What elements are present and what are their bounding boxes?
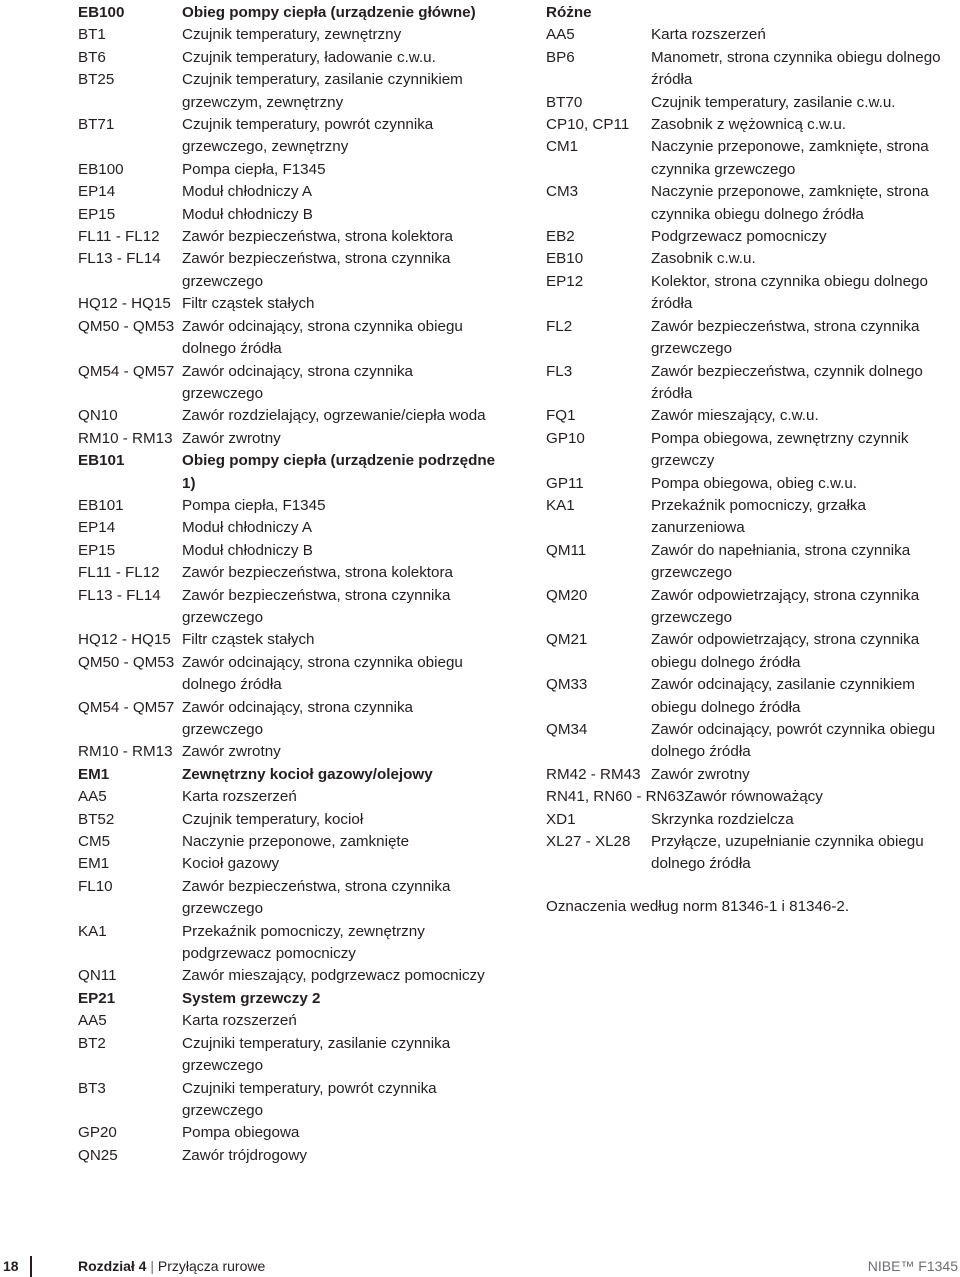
entry-description: Moduł chłodniczy B: [182, 541, 313, 559]
entry-description: Moduł chłodniczy B: [182, 205, 313, 223]
entry-code: EM1: [78, 855, 110, 873]
legend-entry: [78, 741, 498, 763]
entry-description: Zasobnik z wężownicą c.w.u.: [651, 116, 846, 134]
legend-entry: [78, 786, 498, 808]
legend-entry: [78, 159, 498, 181]
entry-description: Przekaźnik pomocniczy, grzałka zanurzeniowa: [651, 496, 866, 537]
entry-code: QN10: [78, 407, 118, 425]
legend-entry: [546, 361, 960, 406]
entry-code: BT1: [78, 26, 106, 44]
entry-code: EP14: [78, 519, 116, 537]
entry-description: Zawór odcinający, strona czynnika obiegu dolnego źródła: [182, 317, 463, 358]
legend-entry: [546, 786, 960, 808]
entry-description: Zawór odcinający, strona czynnika grzewczego: [182, 698, 414, 738]
entry-description: Manometr, strona czynnika obiegu dolnego źródła: [651, 48, 941, 89]
entry-description: Zasobnik c.w.u.: [651, 250, 756, 268]
legend-entry: [546, 831, 960, 876]
entry-code: FL3: [546, 362, 573, 380]
entry-description: Kolektor, strona czynnika obiegu dolnego źródła: [651, 272, 928, 313]
legend-entry: [78, 181, 498, 203]
entry-description: Zawór bezpieczeństwa, czynnik dolnego źródła: [651, 362, 923, 402]
legend-entry: [78, 428, 498, 450]
entry-code: BT3: [78, 1079, 106, 1097]
entry-description: Zawór bezpieczeństwa, strona czynnika grzewczego: [182, 586, 451, 626]
entry-description: Zawór odcinający, strona czynnika grzewczego: [182, 362, 414, 402]
entry-description: Czujnik temperatury, ładowanie c.w.u.: [182, 48, 436, 66]
legend-entry: [78, 405, 498, 427]
legend-entry: [546, 24, 960, 46]
legend-entry: [546, 92, 960, 114]
entry-description: Czujniki temperatury, powrót czynnika grzewczego: [182, 1079, 437, 1119]
legend-entry: [78, 652, 498, 697]
entry-description: Pompa obiegowa, obieg c.w.u.: [651, 474, 858, 492]
entry-code: QM54 - QM57: [78, 698, 175, 716]
right-column: [546, 2, 960, 918]
left-column: [78, 2, 498, 1167]
page-number-divider: [30, 1256, 32, 1277]
entry-code: BT6: [78, 48, 106, 66]
entry-description: Zawór odcinający, zasilanie czynnikiem obiegu dolnego źródła: [651, 676, 915, 716]
entry-code: BT71: [78, 116, 115, 134]
legend-entry: [546, 674, 960, 719]
entry-description: Pompa obiegowa, zewnętrzny czynnik grzewczy: [651, 429, 909, 470]
entry-code: FL13 - FL14: [78, 250, 161, 268]
entry-code: EB2: [546, 228, 575, 246]
legend-entry: [546, 473, 960, 495]
entry-code: XD1: [546, 810, 576, 828]
entry-description: Zawór bezpieczeństwa, strona kolektora: [182, 228, 453, 246]
footer-brand-name: NIBE™ F1345: [867, 1258, 958, 1274]
entry-code: BT25: [78, 71, 115, 89]
entry-description: Skrzynka rozdzielcza: [651, 810, 794, 828]
legend-entry: [546, 136, 960, 181]
entry-description: Przekaźnik pomocniczy, zewnętrzny podgrzewacz pomocniczy: [182, 922, 425, 963]
entry-description: Czujnik temperatury, zasilanie c.w.u.: [651, 93, 896, 111]
entry-code: KA1: [78, 922, 107, 940]
entry-code: EB10: [546, 250, 584, 268]
entry-description: Zawór odcinający, strona czynnika obiegu dolnego źródła: [182, 653, 463, 694]
entry-code: RM42 - RM43: [546, 765, 641, 783]
entry-description: Zawór zwrotny: [182, 429, 281, 447]
entry-description: Zawór odcinający, powrót czynnika obiegu dolnego źródła: [651, 721, 936, 761]
entry-code: EP14: [78, 183, 116, 201]
entry-code: QM54 - QM57: [78, 362, 175, 380]
entry-description: Czujniki temperatury, zasilanie czynnika grzewczego: [182, 1034, 451, 1075]
entry-description: Zawór do napełniania, strona czynnika grzewczego: [651, 541, 911, 582]
entry-description: Obieg pompy ciepła (urządzenie główne): [182, 4, 476, 21]
legend-entry: [78, 69, 498, 114]
legend-entry: [78, 921, 498, 966]
entry-code: QM20: [546, 586, 588, 604]
entry-code: RN41, RN60 - RN63: [546, 788, 685, 806]
legend-entry: [546, 271, 960, 316]
section-heading: [78, 988, 498, 1010]
legend-entry: [78, 517, 498, 539]
entry-code: EB101: [78, 496, 124, 514]
footer-section-title: Przyłącza rurowe: [157, 1258, 266, 1274]
entry-code: CM5: [78, 833, 111, 851]
footer-section-label: [78, 1256, 265, 1277]
entry-description: Filtr cząstek stałych: [182, 631, 315, 649]
legend-entry: [78, 1078, 498, 1123]
entry-code: CM3: [546, 183, 579, 201]
footer-chapter: Rozdział 4: [78, 1258, 147, 1274]
entry-description: Czujnik temperatury, zasilanie czynnikiem grzewczym, zewnętrzny: [182, 71, 463, 111]
entry-code: AA5: [78, 1012, 107, 1030]
entry-code: RM10 - RM13: [78, 429, 173, 447]
entry-description: Czujnik temperatury, zewnętrzny: [182, 26, 402, 44]
entry-code: EP21: [78, 989, 116, 1007]
section-heading: [78, 450, 498, 495]
entry-code: QN25: [78, 1146, 118, 1164]
entry-code: AA5: [546, 26, 575, 44]
entry-description: Karta rozszerzeń: [651, 26, 766, 44]
entry-code: EP12: [546, 272, 584, 290]
entry-description: Czujnik temperatury, powrót czynnika grzewczego, zewnętrzny: [182, 116, 434, 156]
entry-code: BP6: [546, 48, 575, 66]
entry-description: Zawór odpowietrzający, strona czynnika obiegu dolnego źródła: [651, 631, 920, 671]
entry-code: XL27 - XL28: [546, 833, 631, 851]
legend-entry: [78, 24, 498, 46]
entry-description: Zawór bezpieczeństwa, strona czynnika grzewczego: [182, 250, 451, 290]
entry-code: QM50 - QM53: [78, 653, 175, 671]
entry-code: QM33: [546, 676, 588, 694]
entry-code: QM50 - QM53: [78, 317, 175, 335]
entry-description: Zewnętrzny kocioł gazowy/olejowy: [182, 765, 433, 783]
entry-description: Zawór trójdrogowy: [182, 1146, 307, 1164]
legend-entry: [78, 248, 498, 293]
legend-entry: [78, 697, 498, 742]
entry-description: Moduł chłodniczy A: [182, 519, 313, 537]
entry-code: EP15: [78, 205, 116, 223]
entry-code: RM10 - RM13: [78, 743, 173, 761]
legend-entry: [78, 226, 498, 248]
entry-code: GP11: [546, 474, 584, 492]
legend-entry: [78, 316, 498, 361]
legend-entry: [546, 629, 960, 674]
legend-entry: [78, 361, 498, 406]
legend-entry: [78, 853, 498, 875]
entry-code: HQ12 - HQ15: [78, 631, 171, 649]
legend-entry: [78, 562, 498, 584]
entry-code: FL2: [546, 317, 573, 335]
legend-entry: [546, 719, 960, 764]
legend-entry: [78, 495, 498, 517]
entry-code: FL11 - FL12: [78, 228, 160, 246]
entry-description: Naczynie przeponowe, zamknięte, strona czynnika obiegu dolnego źródła: [651, 183, 929, 223]
entry-code: FL13 - FL14: [78, 586, 161, 604]
entry-code: QM21: [546, 631, 588, 649]
legend-entry: [546, 47, 960, 92]
entry-description: Filtr cząstek stałych: [182, 295, 315, 313]
entry-code: EM1: [78, 765, 110, 783]
legend-entry: [546, 764, 960, 786]
entry-description: Moduł chłodniczy A: [182, 183, 313, 201]
entry-description: Zawór mieszający, c.w.u.: [651, 407, 819, 425]
legend-entry: [546, 316, 960, 361]
legend-entry: [546, 495, 960, 540]
entry-code: HQ12 - HQ15: [78, 295, 171, 313]
entry-description: Zawór rozdzielający, ogrzewanie/ciepła woda: [182, 407, 486, 425]
standards-note: Oznaczenia według norm 81346-1 i 81346-2.: [546, 897, 850, 915]
legend-entry: [78, 629, 498, 651]
entry-description: Obieg pompy ciepła (urządzenie podrzędne 1): [182, 452, 496, 492]
entry-code: QM11: [546, 541, 587, 559]
entry-description: Zawór bezpieczeństwa, strona czynnika grzewczego: [182, 877, 451, 918]
entry-code: EB100: [78, 4, 125, 21]
entry-description: Przyłącze, uzupełnianie czynnika obiegu dolnego źródła: [651, 833, 924, 873]
legend-entry: [546, 114, 960, 136]
entry-code: GP20: [78, 1124, 117, 1142]
entry-description: Naczynie przeponowe, zamknięte: [182, 833, 410, 851]
entry-description: Zawór równoważący: [684, 788, 823, 806]
entry-description: Karta rozszerzeń: [182, 788, 297, 806]
legend-entry: [546, 809, 960, 831]
legend-entry: [78, 1145, 498, 1167]
legend-entry: [546, 585, 960, 630]
legend-entry: [78, 876, 498, 921]
legend-entry: [546, 248, 960, 270]
right-entry-list: [546, 24, 960, 875]
footer-separator: |: [150, 1258, 154, 1274]
section-heading: [78, 2, 498, 24]
entry-description: Naczynie przeponowe, zamknięte, strona czynnika grzewczego: [651, 138, 929, 178]
entry-code: BT2: [78, 1034, 106, 1052]
entry-code: QN11: [78, 967, 117, 985]
entry-code: FL11 - FL12: [78, 564, 160, 582]
entry-description: Zawór zwrotny: [651, 765, 750, 783]
legend-entry: [78, 809, 498, 831]
entry-code: BT52: [78, 810, 115, 828]
legend-entry: [78, 831, 498, 853]
legend-entry: [78, 114, 498, 159]
entry-code: FQ1: [546, 407, 576, 425]
section-heading-rozne: Różne: [546, 4, 592, 21]
entry-description: Pompa ciepła, F1345: [182, 160, 326, 178]
legend-entry: [78, 204, 498, 226]
entry-code: CM1: [546, 138, 579, 156]
footer-brand: [868, 1256, 960, 1277]
entry-code: AA5: [78, 788, 107, 806]
entry-code: EB101: [78, 452, 125, 470]
entry-code: BT70: [546, 93, 583, 111]
entry-description: Podgrzewacz pomocniczy: [651, 228, 827, 246]
entry-code: KA1: [546, 496, 575, 514]
entry-description: Zawór mieszający, podgrzewacz pomocniczy: [182, 967, 485, 985]
entry-description: Pompa ciepła, F1345: [182, 496, 326, 514]
entry-description: Czujnik temperatury, kocioł: [182, 810, 364, 828]
entry-description: System grzewczy 2: [182, 989, 321, 1007]
legend-entry: [78, 1010, 498, 1032]
legend-entry: [78, 1122, 498, 1144]
entry-description: Zawór bezpieczeństwa, strona czynnika grzewczego: [651, 317, 920, 358]
entry-code: EP15: [78, 541, 116, 559]
entry-code: QM34: [546, 721, 588, 738]
page-number: 18: [0, 1256, 34, 1277]
legend-entry: [546, 181, 960, 226]
legend-entry: [546, 540, 960, 585]
entry-code: FL10: [78, 877, 113, 895]
entry-code: GP10: [546, 429, 585, 447]
legend-entry: [546, 226, 960, 248]
entry-description: Zawór bezpieczeństwa, strona kolektora: [182, 564, 453, 582]
entry-description: Pompa obiegowa: [182, 1124, 300, 1142]
entry-description: Zawór odpowietrzający, strona czynnika grzewczego: [651, 586, 920, 626]
entry-code: EB100: [78, 160, 124, 178]
legend-entry: [78, 585, 498, 630]
legend-entry: [78, 965, 498, 987]
entry-description: Kocioł gazowy: [182, 855, 280, 873]
section-heading: [78, 764, 498, 786]
page-footer: [0, 1256, 960, 1277]
entry-description: Zawór zwrotny: [182, 743, 281, 761]
entry-description: Karta rozszerzeń: [182, 1012, 297, 1030]
legend-entry: [546, 428, 960, 473]
entry-code: CP10, CP11: [546, 116, 630, 134]
legend-entry: [78, 293, 498, 315]
legend-entry: [78, 1033, 498, 1078]
legend-entry: [546, 405, 960, 427]
legend-entry: [78, 47, 498, 69]
legend-entry: [78, 540, 498, 562]
